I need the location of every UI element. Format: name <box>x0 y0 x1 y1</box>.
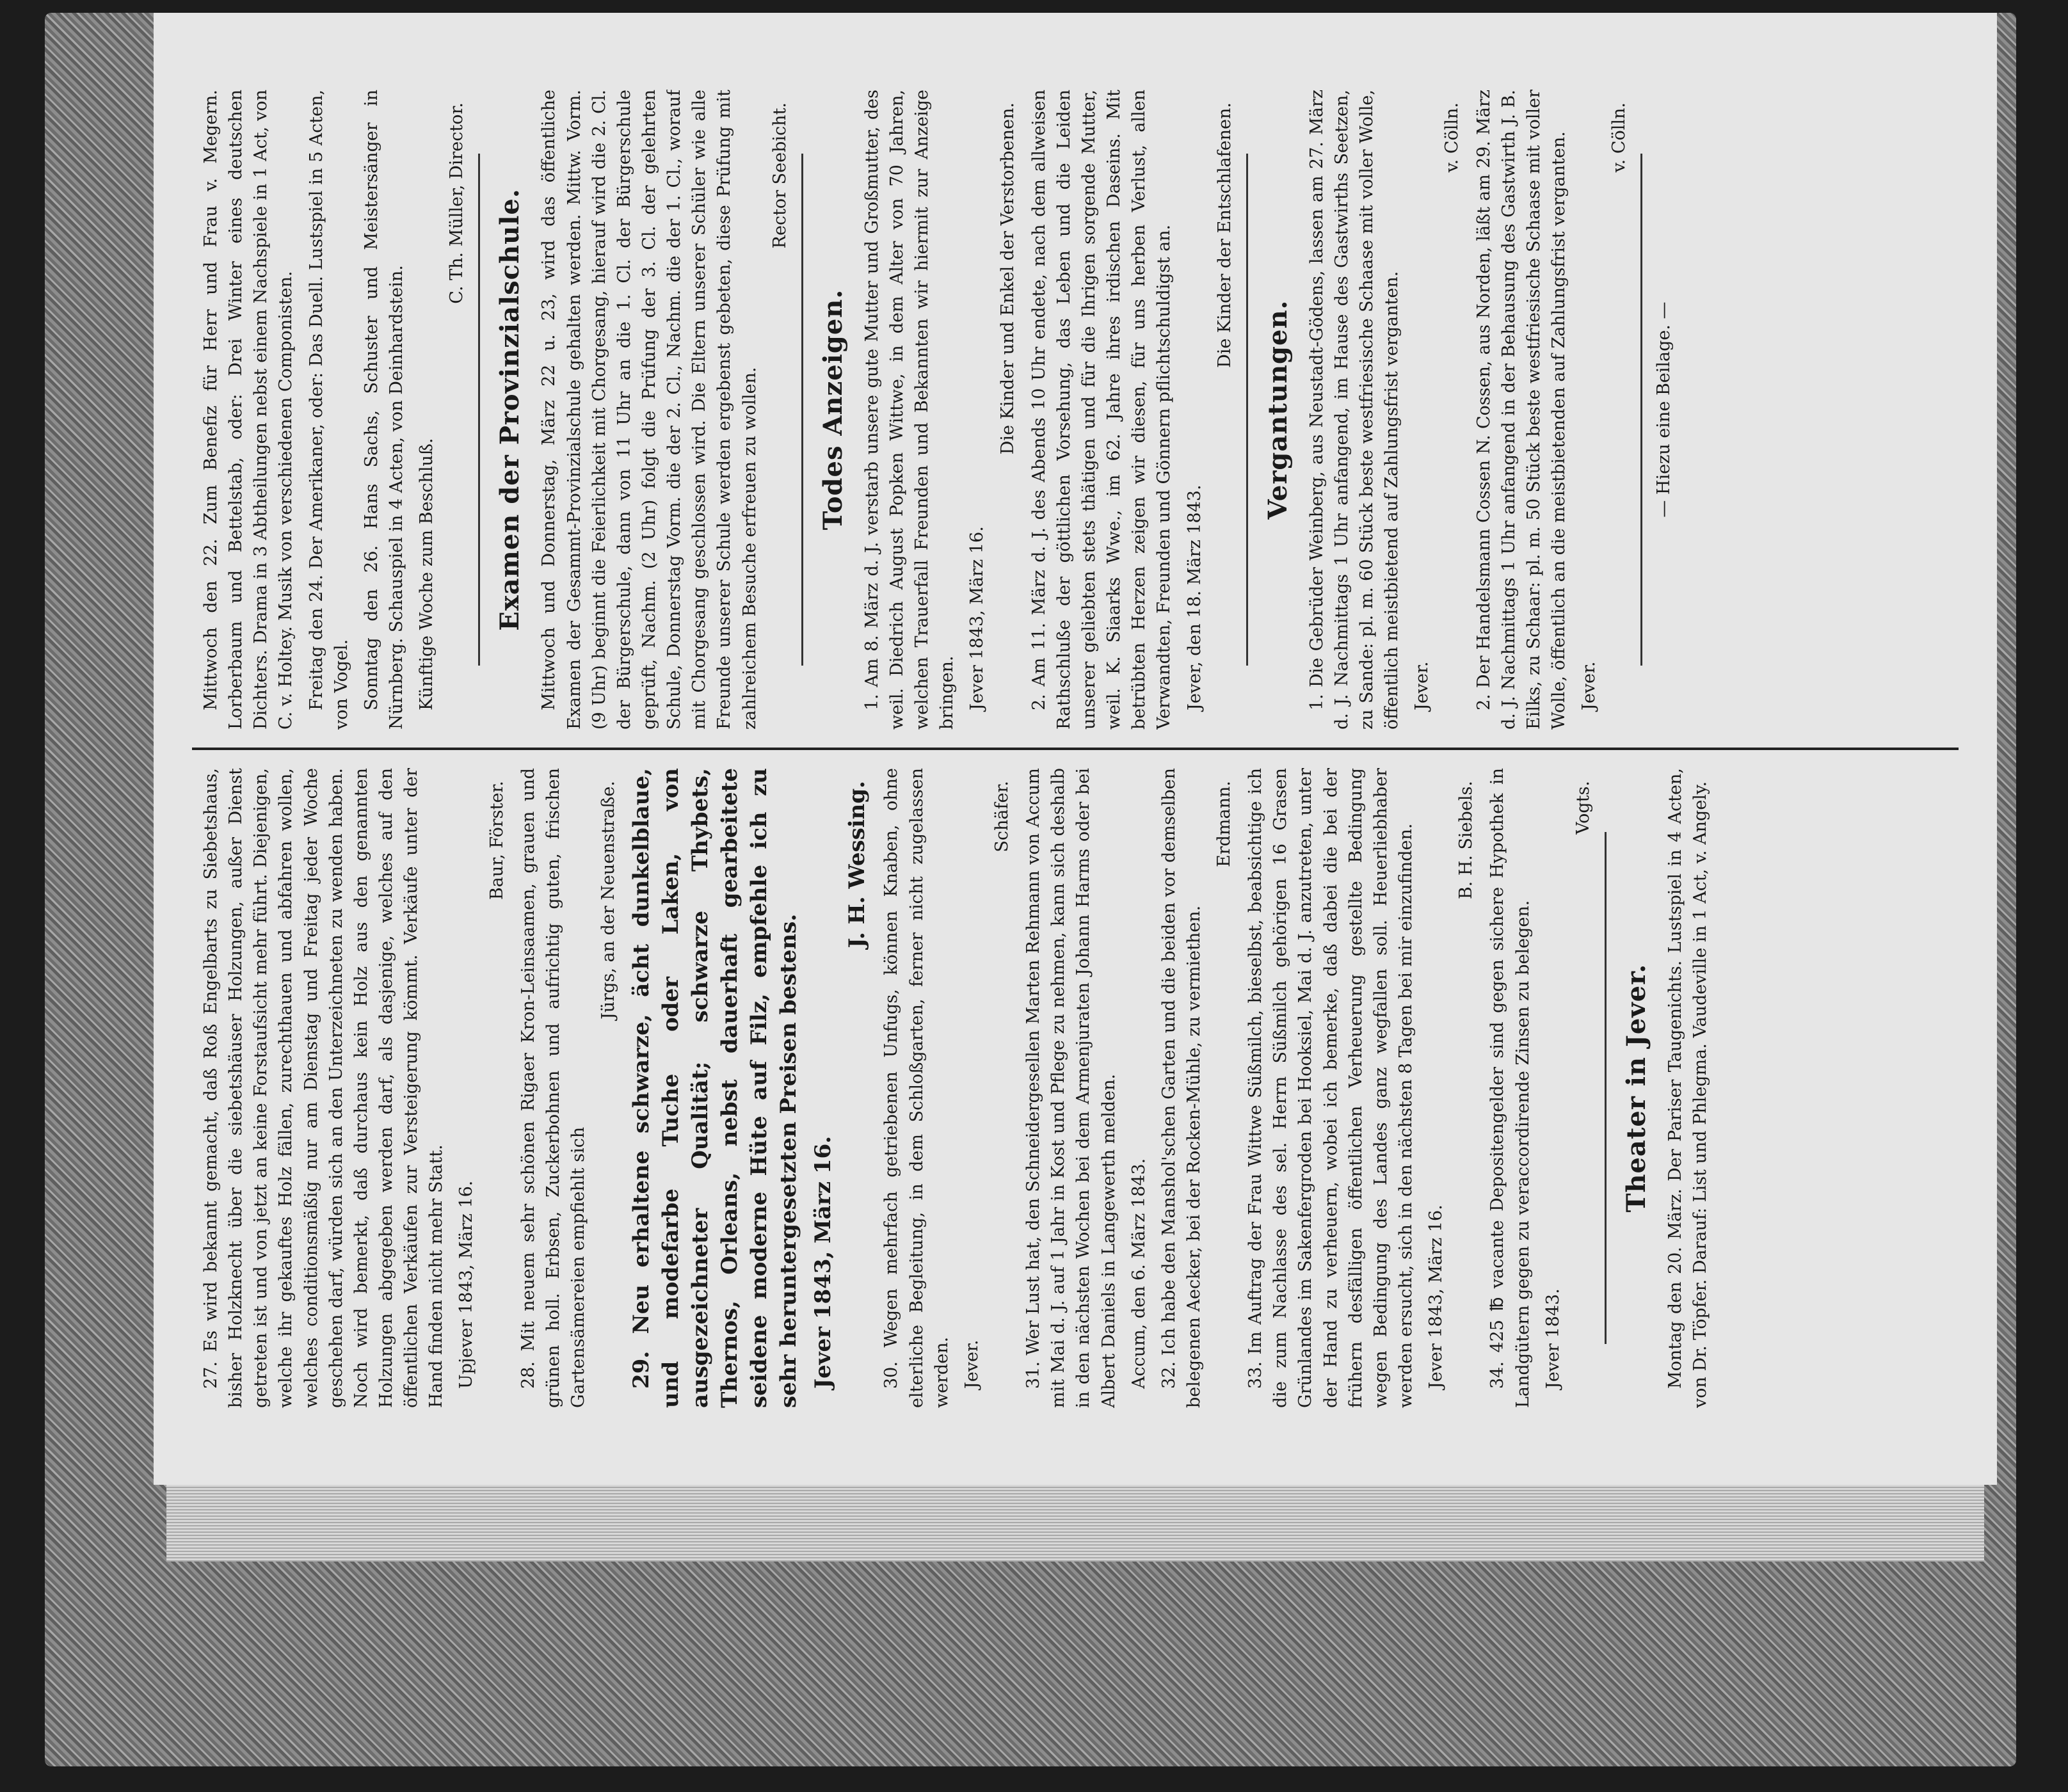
todes-section <box>815 90 1237 730</box>
ad-signature: B. H. Siebels. <box>1456 781 1477 900</box>
ad-number: 31. <box>1023 1361 1044 1389</box>
examen-signature: Rector Seebicht. <box>769 102 790 249</box>
theater-continued <box>198 90 469 730</box>
item-date: Jever, den 18. März 1843. <box>1184 484 1205 710</box>
item-text: Der Handelsmann Cossen N. Cossen, aus Norden, läßt am 29. März d. J. Nachmittags 1 Uhr anfangend in der Behausung des Gastwirth J. B. Eilks, zu Schaar: pl. m. 50 Stück beste westfriesische Schaase mit voller Wolle, öffentlich an die meistbietenden auf Zahlungsfrist verganten. <box>1473 90 1569 730</box>
ad-text: Ich habe den Manshol'schen Garten und die beiden vor demselben belegenen Aecker, bei der Rocken-Mühle, zu vermiethen. <box>1158 768 1204 1408</box>
ad-28 <box>516 768 621 1408</box>
section-rule <box>1605 832 1607 1344</box>
theater-entry: Sonntag den 26. Hans Sachs, Schuster und Meistersänger in Nürnberg. Schauspiel in 4 Acten, von Deinhardstein. <box>361 90 406 730</box>
ad-date: Jever 1843, März 16. <box>1426 1204 1447 1389</box>
footer-note: — Hiezu eine Beilage. — <box>1654 301 1674 518</box>
theater-heading: Theater in Jever. <box>1621 963 1652 1213</box>
todes-heading: Todes Anzeigen. <box>817 289 848 531</box>
ad-signature: Erdmann. <box>1214 781 1235 867</box>
ad-27 <box>198 768 509 1408</box>
item-text: Am 8. März d. J. verstarb unsere gute Mutter und Großmutter, des weil. Diedrich August Popken Wittwe, in dem Alter von 70 Jahren, welchen Trauerfall Freunden und Bekannten wir hiermit zur Anzeige bringen. <box>862 90 958 730</box>
item-date: Jever 1843, März 16. <box>967 526 988 710</box>
ad-text: Mit neuem sehr schönen Rigaer Kron-Leinsaamen, grauen und grünen holl. Erbsen, Zuckerbohnen und aufrichtig guten, frischen Gartensämereien empfiehlt sich <box>518 768 588 1408</box>
ad-text: Wegen mehrfach getriebenen Unfugs, können Knaben, ohne elterliche Begleitung, in dem Schloßgarten, ferner nicht zugelassen werden. <box>881 768 952 1408</box>
item-number: 1. <box>1306 694 1327 710</box>
examen-section <box>492 90 792 730</box>
item-text: Die Gebrüder Weinberg, aus Neustadt-Gödens, lassen am 27. März d. J. Nachmittags 1 Uhr anfangend, im Hause des Gastwirths Seetzen, zu Sande: pl. m. 60 Stück beste westfriesische Schaase mit voller Wolle, öffentlich meistbietend auf Zahlungsfrist verganten. <box>1306 90 1402 730</box>
section-rule <box>1246 154 1248 666</box>
examen-heading: Examen der Provinzialschule. <box>495 188 525 631</box>
ad-number: 32. <box>1158 1361 1179 1389</box>
rotated-page-content <box>154 45 1997 1453</box>
item-signature: Die Kinder der Entschlafenen. <box>1214 102 1235 368</box>
right-column <box>198 90 1952 730</box>
ad-number: 28. <box>518 1361 538 1389</box>
column-divider <box>192 748 1959 750</box>
item-date: Jever. <box>1412 661 1432 710</box>
ad-signature: Baur, Förster. <box>486 781 507 900</box>
item-number: 2. <box>1473 694 1494 710</box>
theater-entry: Mittwoch den 22. Zum Benefiz für Herr und Frau v. Megern. Lorberbaum und Bettelstab, oder: Drei Winter eines deutschen Dichters. Drama in 3 Abtheilungen nebst einem Nachspiele in 1 Act, von C. v. Holtey. Musik von verschiedenen Componisten. <box>201 90 296 730</box>
ad-number: 27. <box>201 1361 221 1389</box>
ad-34 <box>1485 768 1596 1408</box>
ad-number: 30. <box>881 1361 902 1389</box>
left-column <box>198 768 1952 1408</box>
item-signature: v. Cölln. <box>1442 102 1463 173</box>
ad-date: Jever 1843, März 16. <box>810 1135 836 1389</box>
item-number: 2. <box>1029 694 1049 710</box>
ad-date: Accum, den 6. März 1843. <box>1128 1158 1149 1389</box>
ad-29 <box>627 768 872 1408</box>
item-signature: Die Kinder und Enkel der Verstorbenen. <box>997 102 1018 455</box>
ad-text: Es wird bekannt gemacht, daß Roß Engelbarts zu Siebetshaus, bisher Holzknecht über die siebetshäuser Holzungen, außer Dienst getreten ist und von jetzt an keine Forstaufsicht mehr führt. Diejenigen, welche ihr gekauftes Holz fällen, zurechthauen und abfahren wollen, welches conditionsmäßig nur am Dienstag und Freitag jeder Woche geschehen darf, würden sich an den Unterzeichneten zu wenden haben. Noch wird bemerkt, daß durchaus kein Holz aus den genannten Holzungen abgegeben werden darf, als dasjenige, welches auf den öffentlichen Verkäufen zur Versteigerung kömmt. Verkäufe unter der Hand finden nicht mehr Statt. <box>201 768 447 1408</box>
item-signature: v. Cölln. <box>1609 102 1630 173</box>
ad-signature: Jürgs, an der Neuenstraße. <box>598 781 619 1020</box>
ad-30 <box>879 768 1014 1408</box>
vergantungen-section <box>1260 90 1632 730</box>
ad-32 <box>1157 768 1237 1408</box>
ad-text: Im Auftrag der Frau Wittwe Süßmilch, bieselbst, beabsichtige ich die zum Nachlasse des sel. Herrn Süßmilch gehörigen 16 Grasen Grünlandes im Sakenfergroden bei Hooksiel, Mai d. J. anzutreten, unter der Hand zu verheuern, wobei ich bemerke, daß dabei die bei der frühern desfälligen öffentlichen Verheuerung gestellte Bedingung wegen Bedingung des Landes ganz wegfallen soll. Heuerliebhaber werden ersucht, sich in den nächsten 8 Tagen bei mir einzufinden. <box>1246 768 1416 1408</box>
ad-31 <box>1021 768 1151 1408</box>
ad-number: 29. <box>629 1350 655 1389</box>
page-edges <box>166 1485 1984 1562</box>
ad-33 <box>1243 768 1479 1408</box>
ad-text: Neu erhaltene schwarze, ächt dunkelblaue, und modefarbe Tuche oder Laken, von ausgezeichneter Qualität; schwarze Thybets, Thernos, Orleans, nebst dauerhaft gearbeitete seidene moderne Hüte auf Filz, empfehle ich zu sehr heruntergesetzten Preisen bestens. <box>629 768 801 1408</box>
ad-text: Wer Lust hat, den Schneidergesellen Marten Rehmann von Accum mit Mai d. J. auf 1 Jahr in Kost und Pflege zu nehmen, kann sich deshalb in den nächsten Wochen bei dem Armenjuraten Johann Harms oder bei Albert Daniels in Langewerth melden. <box>1023 768 1119 1408</box>
examen-text: Mittwoch und Donnerstag, März 22 u. 23, wird das öffentliche Examen der Gesammt-Provinzialschule gehalten werden. Mittw. Vorm. (9 Uhr) beginnt die Feierlichkeit mit Chorgesang, hierauf wird die 2. Cl. der Bürgerschule, dann von 11 Uhr an die 1. Cl. der Bürgerschule geprüft, Nachm. (2 Uhr) folgt die Prüfung der 3. Cl. der gelehrten Schule, Donnerstag Vorm. die der 2. Cl., Nachm. die der 1. Cl., worauf mit Chorgesang geschlossen wird. Die Eltern unserer Schüler wie alle Freunde unserer Schule werden ergebenst gebeten, diese Prüfung mit zahlreichem Besuche erfreuen zu wollen. <box>539 90 760 730</box>
ad-date: Upjever 1843, März 16. <box>456 1180 477 1389</box>
theater-entry: Freitag den 24. Der Amerikaner, oder: Das Duell. Lustspiel in 5 Acten, von Vogel. <box>306 90 351 730</box>
ad-signature: Schäfer. <box>991 781 1012 852</box>
ad-text: 425 ℔ vacante Depositengelder sind gegen sichere Hypothek in Landgütern gegen zu veraccordirende Zinsen zu belegen. <box>1487 768 1533 1408</box>
ad-date: Jever 1843. <box>1543 1288 1563 1389</box>
item-number: 1. <box>862 694 882 710</box>
ad-number: 34. <box>1487 1361 1508 1389</box>
vergantungen-heading: Vergantungen. <box>1262 300 1293 520</box>
book-cover <box>45 13 2016 1766</box>
theater-text: Montag den 20. März. Der Pariser Taugenichts. Lustspiel in 4 Acten, von Dr. Töpfer. Darauf: List und Phlegma. Vaudeville in 1 Act, v. Angely. <box>1665 768 1711 1408</box>
newspaper-page <box>154 13 1997 1485</box>
ad-date: Jever. <box>961 1340 982 1389</box>
item-date: Jever. <box>1579 661 1599 710</box>
theater-entry: Künftige Woche zum Beschluß. <box>417 438 437 710</box>
ad-signature: J. H. Wessing. <box>844 781 870 948</box>
section-rule <box>478 154 480 666</box>
section-rule <box>801 154 803 666</box>
ad-number: 33. <box>1246 1361 1266 1389</box>
item-text: Am 11. März d. J. des Abends 10 Uhr endete, nach dem allweisen Rathschluße der göttlichen Vorsehung, das Leben und die Leiden unserer geliebten stets thätigen und für die Ihrigen sorgende Mutter, weil. K. Siaarks Wwe., im 62. Jahre ihres irdischen Daseins. Mit betrübten Herzen zeigen wir diesen, für uns herben Verlust, allen Verwandten, Freunden und Gönnern pflichtschuldigst an. <box>1029 90 1174 730</box>
theater-signature: C. Th. Müller, Director. <box>447 102 467 304</box>
section-rule <box>1640 154 1642 666</box>
ad-signature: Vogts. <box>1573 781 1593 835</box>
